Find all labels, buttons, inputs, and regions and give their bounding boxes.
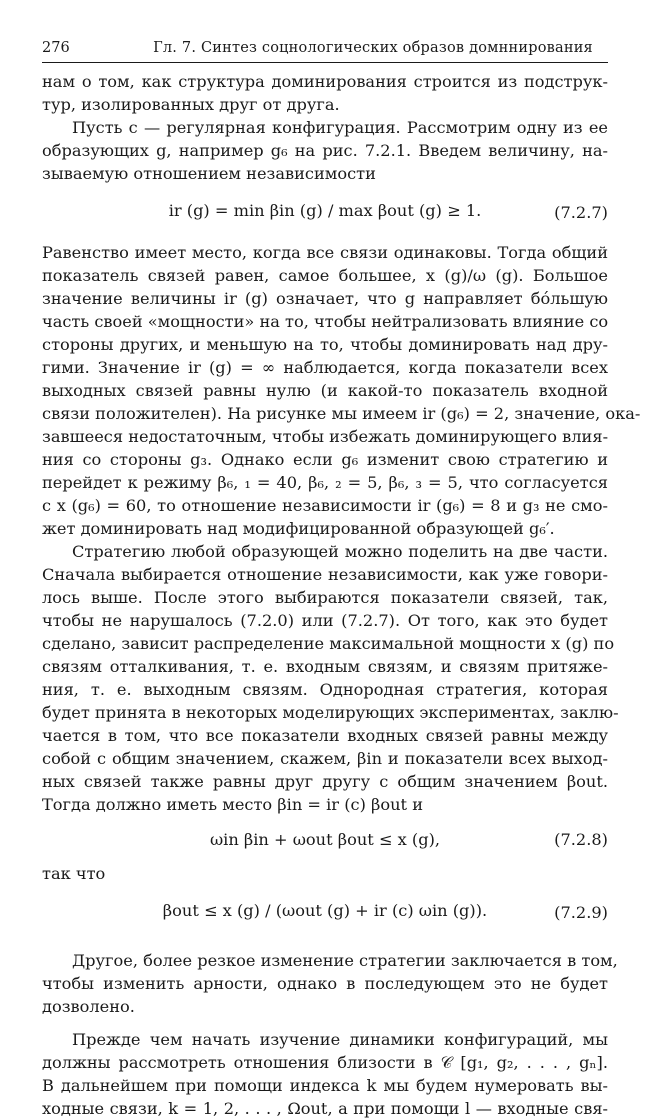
equation-number: (7.2.8) <box>554 830 608 849</box>
text-line: завшееся недостаточным, чтобы избежать доминирующего влия- <box>42 427 609 446</box>
text-line: ходные связи, k = 1, 2, . . . , Ωout, а при помощи l — входные свя- <box>42 1099 608 1118</box>
text-line: Пусть c — регулярная конфигурация. Рассмотрим одну из ее <box>72 118 608 137</box>
text-line: перейдет к режиму β₆, ₁ = 40, β₆, ₂ = 5, β₆, ₃ = 5, что согласуется <box>42 473 608 492</box>
equation-formula: ωin βin + ωout βout ≤ x (g), <box>209 830 441 849</box>
text-line: значение величины ir (g) означает, что g направляет бóльшую <box>42 289 608 308</box>
text-line: Равенство имеет место, когда все связи одинаковы. Тогда общий <box>42 243 608 262</box>
text-line: стороны других, и меньшую на то, чтобы доминировать над дру- <box>42 335 608 354</box>
text-line: гими. Значение ir (g) = ∞ наблюдается, когда показатели всех <box>42 358 608 377</box>
text-line: Другое, более резкое изменение стратегии заключается в том, <box>72 951 618 970</box>
text-line: будет принята в некоторых моделирующих экспериментах, заклю- <box>42 703 619 722</box>
text-line: с x (g₆) = 60, то отношение независимости ir (g₆) = 8 и g₃ не смо- <box>42 496 608 515</box>
page-header <box>42 38 608 62</box>
page-body <box>42 70 641 1120</box>
text-line: чается в том, что все показатели входных связей равны между <box>42 726 608 745</box>
equation-number: (7.2.7) <box>554 203 608 222</box>
running-title: Гл. 7. Синтез соцнологических образов домннирования <box>153 40 593 56</box>
equation-7-2-7 <box>42 185 608 241</box>
equation-7-2-8 <box>42 816 608 862</box>
equation-7-2-9 <box>42 885 608 941</box>
text-line: должны рассмотреть отношения близости в 𝒞 [g₁, g₂, . . . , gₙ]. <box>42 1053 608 1072</box>
text-line: собой с общим значением, скажем, βin и показатели всех выход- <box>42 749 608 768</box>
text-line: Стратегию любой образующей можно поделить на две части. <box>72 542 608 561</box>
text-line: чтобы не нарушалось (7.2.0) или (7.2.7). От того, как это будет <box>42 611 608 630</box>
text-line: дозволено. <box>42 997 135 1016</box>
text-line: В дальнейшем при помощи индекса k мы будем нумеровать вы- <box>42 1076 608 1095</box>
text-line: чтобы изменить арности, однако в последующем это не будет <box>42 974 608 993</box>
text-line: зываемую отношением независимости <box>42 164 376 183</box>
text-line: лось выше. После этого выбираются показатели связей, так, <box>42 588 608 607</box>
text-line: тур, изолированных друг от друга. <box>42 95 340 114</box>
text-line: ных связей также равны друг другу с общим значением βout. <box>42 772 608 791</box>
text-line: связи положителен). На рисунке мы имеем ir (g₆) = 2, значение, ока- <box>42 404 641 423</box>
equation-formula: ir (g) = min βin (g) / max βout (g) ≥ 1. <box>168 201 482 220</box>
text-line: ния со стороны g₃. Однако если g₆ изменит свою стратегию и <box>42 450 608 469</box>
text-line: ния, т. е. выходным связям. Однородная стратегия, которая <box>42 680 608 699</box>
text-line: показатель связей равен, самое большее, x (g)/ω (g). Большое <box>42 266 608 285</box>
header-rule <box>42 62 608 63</box>
text-line: Тогда должно иметь место βin = ir (c) βout и <box>42 795 423 814</box>
equation-formula: βout ≤ x (g) / (ωout (g) + ir (c) ωin (g)). <box>162 901 488 920</box>
text-line: сделано, зависит распределение максимальной мощности x (g) по <box>42 634 615 653</box>
equation-number: (7.2.9) <box>554 903 608 922</box>
page-number: 276 <box>42 40 70 56</box>
text-line: Сначала выбирается отношение независимости, как уже говори- <box>42 565 608 584</box>
text-line: нам о том, как структура доминирования строится из подструк- <box>42 72 608 91</box>
text-line: Прежде чем начать изучение динамики конфигураций, мы <box>72 1030 608 1049</box>
text-line: жет доминировать над модифицированной образующей g₆′. <box>42 519 555 538</box>
text-line: выходных связей равны нулю (и какой-то показатель входной <box>42 381 608 400</box>
text-line: так что <box>42 864 106 883</box>
text-line: связям отталкивания, т. е. входным связям, и связям притяже- <box>42 657 608 676</box>
text-line: образующих g, например g₆ на рис. 7.2.1. Введем величину, на- <box>42 141 608 160</box>
text-line: часть своей «мощности» на то, чтобы нейтрализовать влияние со <box>42 312 609 331</box>
